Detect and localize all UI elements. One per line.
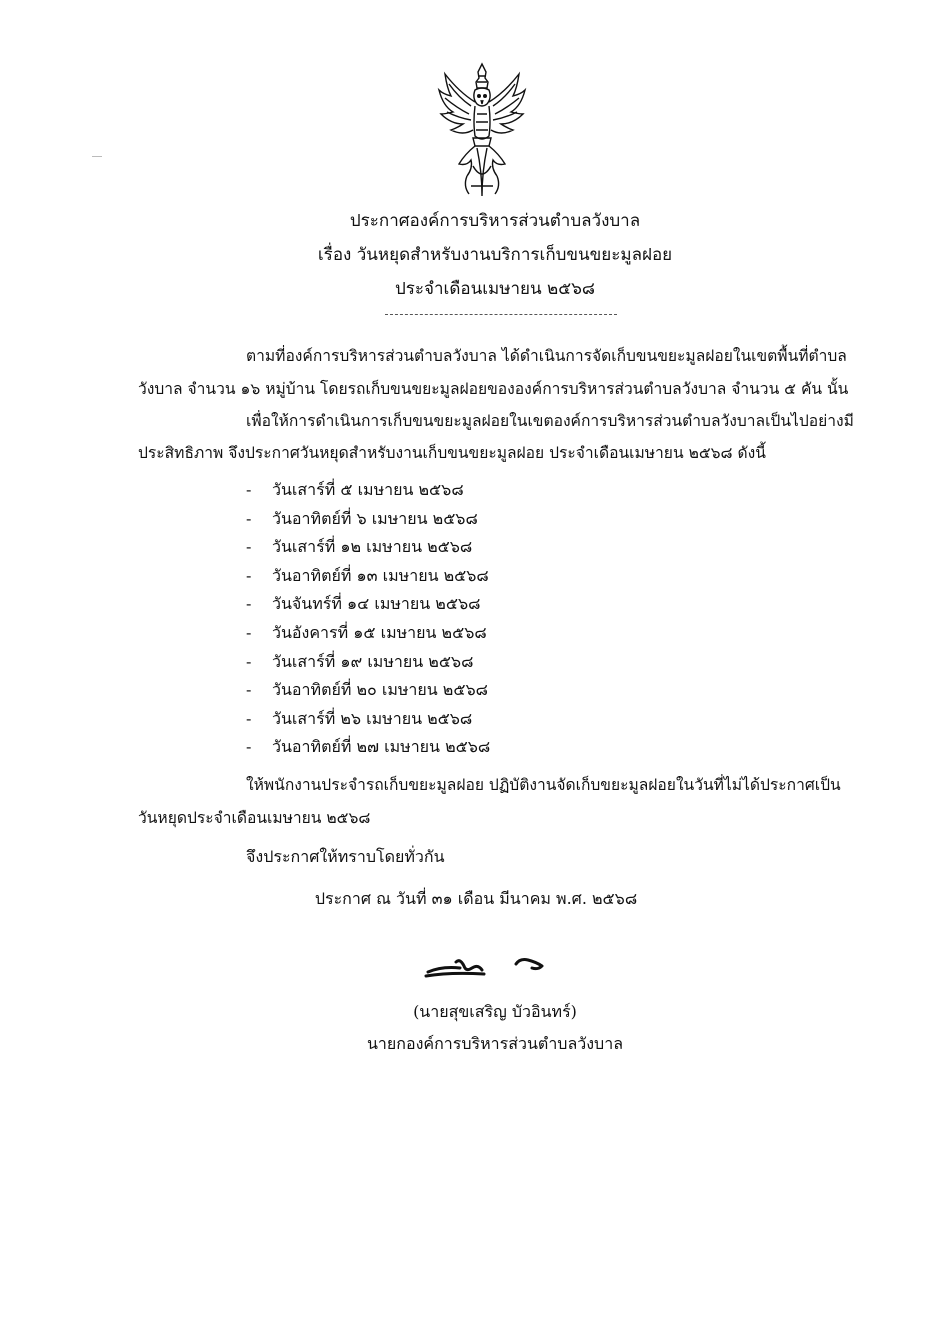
- holiday-item: [246, 478, 464, 503]
- holiday-item: [246, 592, 480, 617]
- bullet-dash: -: [246, 537, 252, 556]
- holiday-date: วันจันทร์ที่ ๑๔ เมษายน ๒๕๖๘: [272, 594, 481, 613]
- closing-statement: จึงประกาศให้ทราบโดยทั่วกัน: [246, 847, 445, 866]
- holiday-date: วันเสาร์ที่ ๑๙ เมษายน ๒๕๖๘: [272, 652, 474, 671]
- paragraph-3-line-1: ให้พนักงานประจำรถเก็บขยะมูลฝอย ปฏิบัติงานจัดเก็บขยะมูลฝอยในวันที่ไม่ได้ประกาศเป็น: [246, 776, 841, 794]
- signer-name: (นายสุขเสริญ บัวอินทร์): [413, 1002, 577, 1021]
- holiday-date: วันเสาร์ที่ ๕ เมษายน ๒๕๖๘: [272, 480, 464, 499]
- holiday-item: [246, 650, 473, 675]
- bullet-dash: -: [246, 480, 252, 499]
- holiday-item: [246, 735, 490, 760]
- bullet-dash: -: [246, 566, 252, 585]
- bullet-dash: -: [246, 594, 252, 613]
- bullet-dash: -: [246, 680, 252, 699]
- announcement-title: ประกาศองค์การบริหารส่วนตำบลวังบาล: [349, 211, 641, 231]
- paragraph-3-line-2: วันหยุดประจำเดือนเมษายน ๒๕๖๘: [138, 809, 371, 827]
- signer-title: นายกองค์การบริหารส่วนตำบลวังบาล: [366, 1034, 623, 1053]
- bullet-dash: -: [246, 709, 252, 728]
- holiday-item: [246, 535, 472, 560]
- bullet-dash: -: [246, 737, 252, 756]
- holiday-item: [246, 507, 478, 532]
- paragraph-1-line-2: วังบาล จำนวน ๑๖ หมู่บ้าน โดยรถเก็บขนขยะมูลฝอยขององค์การบริหารส่วนตำบลวังบาล จำนวน ๕ คัน นั้น: [138, 380, 849, 398]
- holiday-item: [246, 707, 472, 732]
- announcement-date: ประกาศ ณ วันที่ ๓๑ เดือน มีนาคม พ.ศ. ๒๕๖๘: [314, 889, 638, 908]
- paragraph-2-line-1: เพื่อให้การดำเนินการเก็บขนขยะมูลฝอยในเขตองค์การบริหารส่วนตำบลวังบาลเป็นไปอย่างมี: [246, 412, 854, 430]
- holiday-item: [246, 678, 488, 703]
- holiday-item: [246, 564, 489, 589]
- title-divider: [385, 314, 617, 315]
- holiday-date: วันเสาร์ที่ ๑๒ เมษายน ๒๕๖๘: [272, 537, 473, 556]
- bullet-dash: -: [246, 623, 252, 642]
- bullet-dash: -: [246, 509, 252, 528]
- handwritten-signature-icon: [420, 948, 560, 982]
- paragraph-2-line-2: ประสิทธิภาพ จึงประกาศวันหยุดสำหรับงานเก็บขนขยะมูลฝอย ประจำเดือนเมษายน ๒๕๖๘ ดังนี้: [138, 444, 766, 462]
- garuda-emblem-icon: [437, 62, 527, 202]
- holiday-date: วันอาทิตย์ที่ ๑๓ เมษายน ๒๕๖๘: [272, 566, 489, 585]
- holiday-date: วันอาทิตย์ที่ ๒๐ เมษายน ๒๕๖๘: [272, 680, 488, 699]
- holiday-date: วันอังคารที่ ๑๕ เมษายน ๒๕๖๘: [272, 623, 487, 642]
- announcement-month: ประจำเดือนเมษายน ๒๕๖๘: [395, 279, 595, 299]
- paragraph-1-line-1: ตามที่องค์การบริหารส่วนตำบลวังบาล ได้ดำเนินการจัดเก็บขนขยะมูลฝอยในเขตพื้นที่ตำบล: [246, 347, 847, 365]
- holiday-item: [246, 621, 487, 646]
- holiday-date: วันอาทิตย์ที่ ๖ เมษายน ๒๕๖๘: [272, 509, 478, 528]
- bullet-dash: -: [246, 652, 252, 671]
- holiday-date: วันอาทิตย์ที่ ๒๗ เมษายน ๒๕๖๘: [272, 737, 491, 756]
- holiday-date: วันเสาร์ที่ ๒๖ เมษายน ๒๕๖๘: [272, 709, 473, 728]
- announcement-subject: เรื่อง วันหยุดสำหรับงานบริการเก็บขนขยะมูลฝอย: [317, 245, 673, 265]
- scan-artifact: [92, 156, 102, 157]
